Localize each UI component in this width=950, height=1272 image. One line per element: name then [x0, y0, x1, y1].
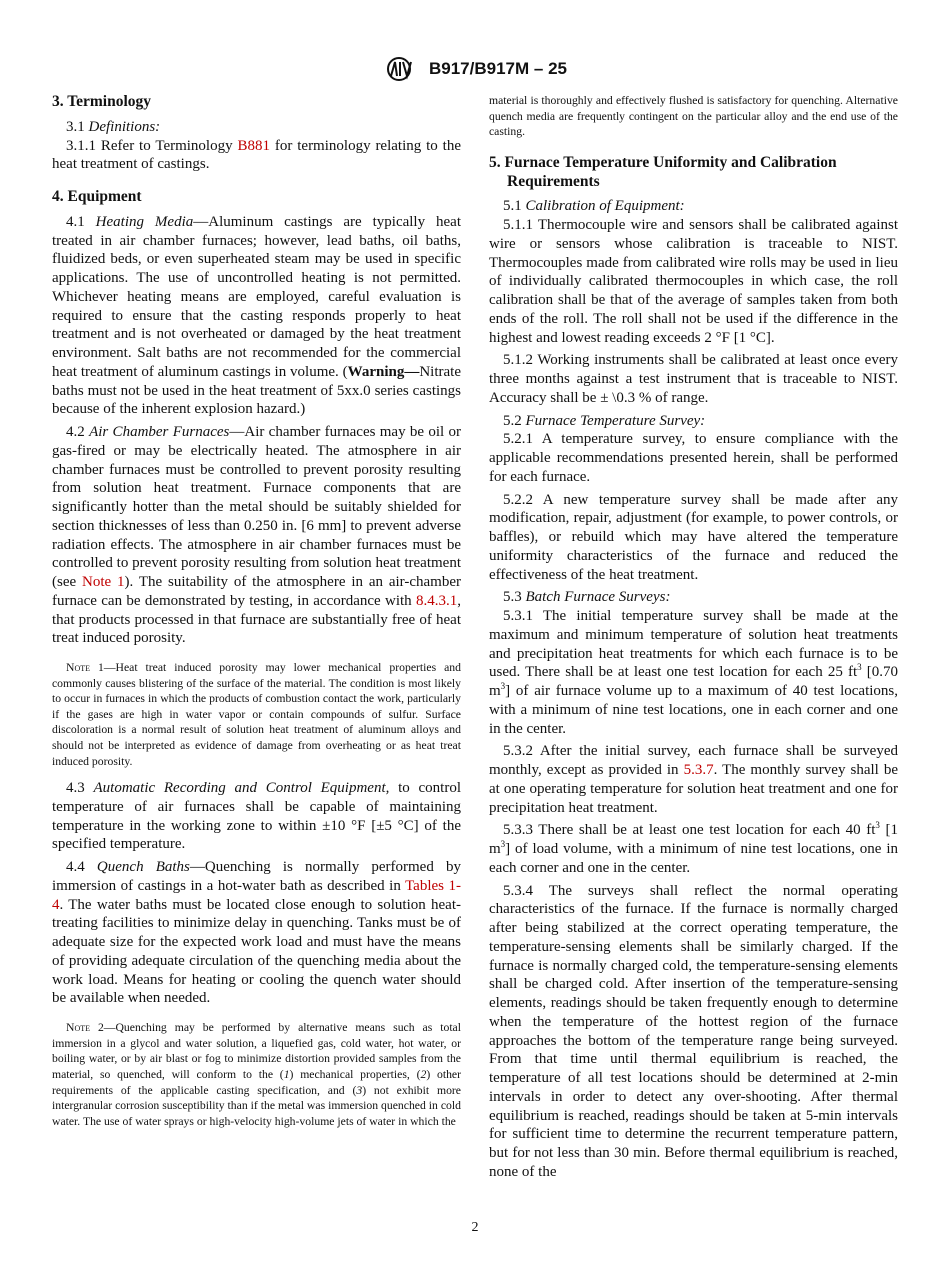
text-run: for terminology relating to the heat treatment of castings.: [52, 137, 461, 173]
text-run: ) mechanical properties, (: [289, 1067, 421, 1081]
text-run: ). The suitability of the atmosphere in an air-chamber furnace can be demonstrated by testing, in accordance with: [52, 574, 461, 609]
text-run: , that products processed in that furnace are substantially free of heat treat induced porosity.: [52, 592, 461, 647]
cross-reference-link[interactable]: B881: [237, 137, 270, 154]
text-run: 2—Quenching may be performed by alternative means such as total immersion in a glycol and water solution, a liquefied gas, cold water, hot water, or boiling water, or by air blast or fog to minimize distortion provided samples from the material, so quenched, will conform to the (: [52, 1021, 461, 1081]
text-run: —Aluminum castings are typically heat treated in air chamber furnaces; however, lead baths, oil baths, fluidized beds, or even superheated steam may be used in specific applications. The use of uncontrolled heating is not permitted. Whichever heating means are employed, careful evaluation is required to ensure that the casting responds properly to heat treatment and is not overheated or damaged by the heat treatment environment. Salt baths are not recommended for the commercial heat treatment of aluminum castings in volume. (: [52, 213, 461, 380]
paragraph: [52, 213, 461, 419]
text-run: 4.2: [66, 424, 90, 440]
italic-text: 2: [420, 1067, 427, 1081]
cross-reference-link[interactable]: 8.4.3.1: [416, 592, 458, 609]
text-run: [1 m: [489, 822, 898, 858]
superscript: 3: [500, 839, 506, 850]
text-run: 5.2.2 A new temperature survey shall be made after any modification, repair, adjustment (for example, to power controls, or baffles), or rebuild which may have altered the temperature uniformity characteristics of the furnace and reduced the effectiveness of the heat treatment.: [489, 491, 898, 583]
text-run: 1—Heat treat induced porosity may lower mechanical properties and commonly causes blistering of the surface of the material. The condition is most likely to occur in furnaces in which the products of combustion contact the work, particularly if the gases are high in water vapor or contain compounds of sulfur. Surface discoloration is a normal result of solution heat treatment of aluminum alloys and should not be interpreted as evidence of damage from overheating or as heat treat induced porosity.: [52, 661, 461, 768]
italic-text: Heating Media: [95, 213, 194, 230]
paragraph: [52, 137, 461, 175]
text-run: —Air chamber furnaces may be oil or gas-fired or may be electrically heated. The atmosphere in air chamber furnaces must be controlled to prevent porosity resulting from solution heat treatment. Furnace components that are significantly hotter than the metal should be suitably shielded for section thicknesses of less than 0.250 in. [6 mm] to prevent adverse radiation effects. The atmosphere in air chamber furnaces must be controlled to prevent porosity resulting from solution heat treatment (see: [52, 424, 462, 590]
text-run: 5. Furnace Temperature Uniformity and Calibration Requirements: [489, 153, 837, 190]
text-run: —Quenching is normally performed by immersion of castings in a hot-water bath as described in: [52, 859, 461, 894]
text-run: 5.1.1 Thermocouple wire and sensors shall be calibrated against wire or sensors whose calibration is traceable to NIST. Thermocouples made from calibrated wire rolls may be used in lieu of individually calibrated thermocouples in which case, the roll calibration shall be that of the average of samples taken from both ends of the roll. The roll shall not be used if the difference in the highest and lowest reading exceeds 2 °F [1 °C].: [489, 217, 898, 346]
text-run: 3. Terminology: [52, 93, 152, 110]
note: [52, 660, 461, 769]
text-run: [0.70 m: [489, 664, 898, 700]
text-run: 5.2: [503, 412, 526, 429]
paragraph: [489, 491, 898, 585]
text-run: . The monthly survey shall be at one operating temperature for solution heat treatment and one for precipitation heat treatment.: [489, 762, 898, 816]
italic-text: 1: [283, 1067, 290, 1081]
italic-text: Batch Furnace Surveys:: [525, 589, 671, 606]
text-run: 4.4: [66, 859, 97, 876]
page-header: [0, 56, 950, 82]
paragraph: [489, 882, 898, 1182]
text-run: 5.3.2 After the initial survey, each furnace shall be surveyed monthly, except as provided in: [489, 743, 898, 779]
section-heading: [52, 188, 461, 207]
paragraph: [52, 779, 461, 854]
text-run: ) not exhibit more intergranular corrosion susceptibility than if the metal was immersion quenched in cold water. The use of water sprays or high-velocity high-volume jets of water in which the: [52, 1083, 461, 1128]
paragraph: [489, 216, 898, 347]
text-run: 5.1.2 Working instruments shall be calibrated at least once every three months against a test instrument that is traceable to NIST. Accuracy shall be ± \0.3 % of range.: [489, 352, 898, 406]
text-run: ] of air furnace volume up to a maximum of 40 test locations, with a minimum of nine test locations, one in each corner and one in the center.: [489, 683, 898, 737]
text-run: 5.3.3 There shall be at least one test location for each 40 ft: [503, 822, 876, 839]
astm-logo-icon: [383, 56, 419, 82]
text-run: ) other requirements of the applicable casting specification, and (: [52, 1067, 462, 1097]
text-run: Warning—: [347, 363, 420, 380]
italic-text: 3: [356, 1083, 363, 1097]
section-heading: [52, 93, 461, 112]
paragraph: [489, 588, 898, 607]
paragraph: [489, 821, 898, 877]
superscript: 3: [857, 662, 862, 673]
text-run: ] of load volume, with a minimum of nine test locations, one in each corner and one in the center.: [489, 841, 898, 876]
text-run: 5.1: [503, 198, 526, 215]
text-run: to control temperature of air furnaces shall be capable of maintaining temperature in the working zone to within ±10 °F [±5 °C] of the specified temperature.: [52, 780, 461, 853]
left-column: [52, 93, 461, 1139]
text-run: . The water baths must be located close enough to solution heat-treating facilities to minimize delay in quenching. Tanks must be of adequate size for the expected work load and must have the means of providing adequate circulation of the quenching media about the work load. Means for heating or cooling the quench water should be available when needed.: [52, 896, 461, 1007]
text-run: 5.2.1 A temperature survey, to ensure compliance with the applicable recommendations presented herein, shall be performed for each furnace.: [489, 431, 898, 485]
italic-text: Calibration of Equipment:: [525, 198, 685, 215]
text-run: 4.3: [66, 780, 94, 797]
paragraph: [52, 118, 461, 137]
paragraph: [52, 423, 461, 648]
text-run: 5.3.4 The surveys shall reflect the normal operating characteristics of the furnace. If the furnace is normally charged after being stabilized at the correct operating temperature, the temperature-sensing elements shall be similarly charged. If the furnace is normally charged cold, the temperature-sensing elements shall be charged cold. After insertion of the temperature-sensing elements, readings should be taken frequently enough to determine when the temperature of the hottest region of the furnace approaches the bottom of the temperature range being surveyed. From that time until thermal equilibrium is reached, the temperature of all test locations should be determined at 2-min intervals in order to detect any over-shooting. After thermal equilibrium is reached, readings should be taken at 5-min intervals for sufficient time to determine the recurrent temperature pattern, but for not less than 30 min. Before thermal equilibrium is reached, none of the: [489, 882, 898, 1180]
page-number: 2: [471, 1220, 479, 1235]
italic-text: Quench Baths: [96, 859, 190, 876]
cross-reference-link[interactable]: 5.3.7: [683, 762, 714, 779]
text-run: 5.3.1 The initial temperature survey shall be made at the maximum and minimum temperature of solution heat treatments and precipitation heat treatments for which each furnace is to be used. There shall be at least one test location for each 25 ft: [489, 608, 898, 681]
superscript: 3: [500, 681, 506, 692]
right-column: [489, 93, 898, 1186]
italic-text: Furnace Temperature Survey:: [525, 412, 706, 429]
text-run: 3.1.1 Refer to Terminology: [66, 137, 238, 154]
italic-text: Automatic Recording and Control Equipment,: [93, 780, 390, 797]
text-run: Nitrate baths must not be used in the heat treatment of 5xx.0 series castings because of the inherent explosion hazard.): [52, 363, 461, 418]
note: [489, 93, 898, 140]
text-run: Note: [66, 1021, 90, 1035]
paragraph: [489, 351, 898, 407]
text-run: material is thoroughly and effectively flushed is satisfactory for quenching. Alternative quench media are frequently contingent on the particular alloy and the end use of the casting.: [489, 94, 898, 139]
paragraph: [489, 742, 898, 817]
paragraph: [489, 607, 898, 738]
italic-text: Definitions:: [88, 118, 161, 135]
paragraph: [489, 412, 898, 431]
note: [52, 1020, 461, 1129]
text-run: 5.3: [503, 589, 526, 606]
cross-reference-link[interactable]: Tables 1-4: [52, 877, 462, 913]
superscript: 3: [875, 820, 880, 831]
paragraph: [489, 197, 898, 216]
text-run: 3.1: [66, 118, 89, 135]
text-run: Note: [66, 661, 90, 674]
cross-reference-link[interactable]: Note 1: [82, 574, 125, 590]
paragraph: [489, 430, 898, 486]
text-run: 4.1: [66, 213, 96, 230]
section-heading: [489, 154, 898, 192]
paragraph: [52, 858, 461, 1008]
text-run: 4. Equipment: [52, 188, 142, 205]
italic-text: Air Chamber Furnaces: [89, 424, 230, 440]
document-designation: B917/B917M – 25: [429, 59, 567, 78]
